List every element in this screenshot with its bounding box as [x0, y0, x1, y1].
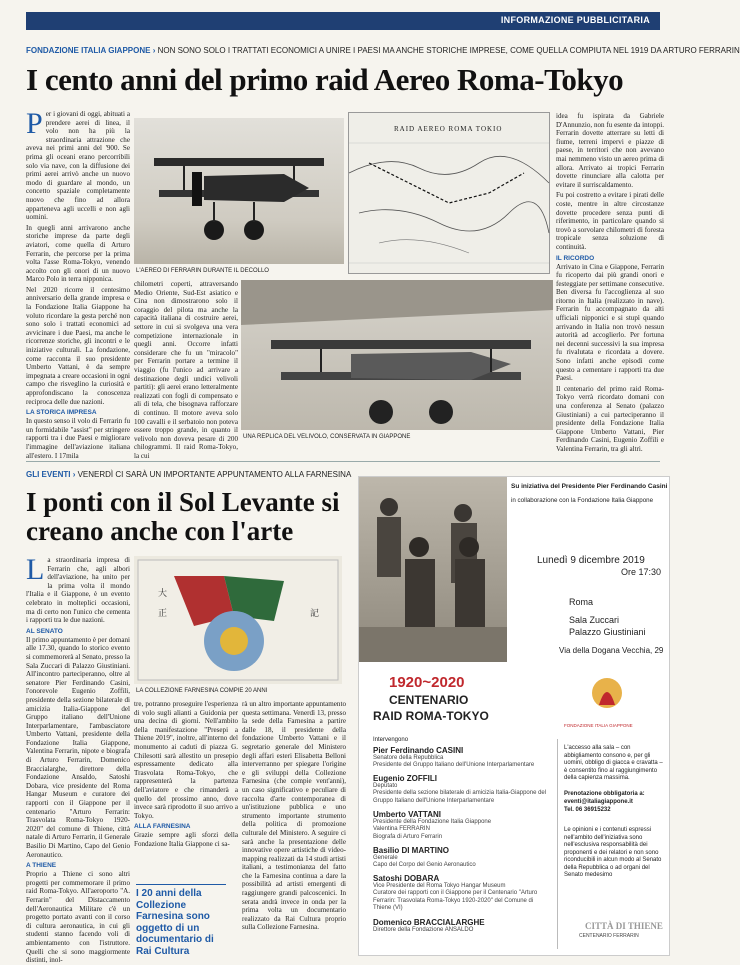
speaker: [373, 775, 553, 805]
replica-photo: [241, 280, 553, 430]
speaker-name: Basilio DI MARTINO: [373, 846, 450, 855]
kicker-text: NON SONO SOLO I TRATTATI ECONOMICI A UNIRE I PAESI MA ANCHE STORICHE IMPRESE, COME QUELLA COMPIUTA NEL 1919 DA ARTURO FERRARIN: [157, 46, 740, 55]
thiene-logo: CITTÀ DI THIENE: [585, 921, 663, 931]
speaker: [373, 747, 553, 770]
kicker-source: FONDAZIONE ITALIA GIAPPONE: [26, 46, 151, 55]
paragraph: Arrivato in Cina e Giappone, Ferrarin fu ricoperto dai più grandi onori e festeggiate per settimane consecutive. Ben diversa fu l'accoglienza al suo ritorno in Italia (realizzato in nave). Ferrarin fu accompagnato da alti ufficiali nipponici e si stupì quando arrivando in Italia non trovò nessun autorità ad accoglierlo. Per fortuna nei decenni successivi la sua impresa fu rivalutata e ricordata a dovere. Sono infatti anche episodi come questo a cementare i rapporti tra due Paesi.: [556, 262, 664, 383]
booking-phone[interactable]: Tel. 06 36915232: [564, 807, 611, 813]
paragraph: Nel 2020 ricorre il centesimo anniversario della grande impresa e la Fondazione Italia Giappone ha voluto ricordare la gesta perché non sono solo i trattati economici ad avvicinare i due Paesi, ma anche le ricorrenze storiche, gli incontri e le iniziative culturali. La fondazione, come racconta il suo presidente Umberto Vattani, è da sempre impegnata a creare occasioni in ogni campo che risveglino la curiosità e approfondiscano la conoscenza reciproca delle due nazioni.: [26, 285, 130, 406]
disclaimer: Le opinioni e i contenuti espressi nell'ambito dell'iniziativa sono nell'esclusiva responsabilità dei proponenti e dei relatori e non sono riconducibili in alcun modo al Senato della Repubblica o ad organi del Senato medesimo: [564, 827, 662, 878]
svg-text:記: 記: [310, 609, 320, 619]
photo-caption: LA COLLEZIONE FARNESINA COMPIE 20 ANNI: [136, 688, 268, 694]
sponsored-banner: [26, 12, 660, 30]
venue-room: Sala Zuccari: [569, 615, 620, 625]
venue-building: Palazzo Giustiniani: [569, 627, 646, 637]
booking-label: Prenotazione obbligatoria a:: [564, 791, 645, 797]
subheading: A THIENE: [26, 862, 57, 870]
kicker-separator: ›: [72, 470, 76, 479]
raid-label: RAID ROMA-TOKYO: [373, 709, 489, 723]
paragraph: Il centenario del primo raid Roma-Tokyo verrà ricordato domani con una conferenza al Senato (palazzo Giustiniani) a cui parteciperanno il presidente della Fondazione Italia Giappone Umberto Vattani, Pier Ferdinando Casini, Eugenio Zoffili e Valentina Ferrarin, tra gli altri.: [556, 384, 664, 453]
centenary-label: CENTENARIO: [389, 693, 469, 707]
subheading: ALLA FARNESINA: [134, 823, 191, 831]
paragraph: Fu poi costretto a evitare i pirati delle coste, mentre in altre circostanze dovette procedere senza punti di riferimento, in particolare quando si trovò a sorvolare chilometri di foresta tropicale senza soluzione di continuità.: [556, 191, 664, 251]
collaboration-text: in collaborazione con la Fondazione Italia Giappone: [511, 497, 654, 504]
photo-caption: UNA REPLICA DEL VELIVOLO, CONSERVATA IN GIAPPONE: [243, 434, 411, 440]
paragraph: In quegli anni arrivarono anche storiche imprese da parte degli aviatori, come quella di Arturo Ferrarin, che percorse per la prima volta l'asse Roma-Tokyo, venendo accolto con gli onori di un nuovo Marco Polo in terra nipponica.: [26, 223, 130, 284]
centenary-years: 1920~2020: [389, 674, 465, 691]
pull-quote: I 20 anni della Collezione Farnesina sono oggetto di un documentario di Rai Cultura: [136, 884, 226, 957]
subheading: IL RICORDO: [556, 254, 595, 262]
paragraph: a straordinaria impresa di Ferrarin che, agli albori dell'aviazione, ha unito per la prima volta il mondo l'Italia e il Giappone, è un evento celebrato in molteplici occasioni, ma di certo non l'unico che cementa i rapporti tra le due nazioni.: [26, 556, 130, 625]
route-map: [348, 112, 550, 274]
photo-caption: L'AEREO DI FERRARIN DURANTE IL DECOLLO: [136, 268, 269, 274]
map-title: RAID AEREO ROMA TOKIO: [394, 125, 503, 133]
event-time: Ore 17:30: [621, 567, 662, 577]
article2-kicker: [26, 470, 351, 479]
subheading: LA STORICA IMPRESA: [26, 409, 97, 417]
booking-email[interactable]: eventi@italiagiappone.it: [564, 799, 633, 805]
kicker-source: GLI EVENTI: [26, 470, 71, 479]
sponsored-label: INFORMAZIONE PUBBLICITARIA: [500, 15, 650, 25]
speaker: [373, 875, 553, 913]
article1-title: I cento anni del primo raid Aereo Roma-Tokyo: [26, 62, 624, 97]
speaker-name: Umberto VATTANI: [373, 810, 441, 819]
thiene-logo-subtitle: CENTENARIO FERRARIN: [579, 933, 639, 939]
article1-column-2: [134, 280, 238, 460]
venue-address: Via della Dogana Vecchia, 29: [559, 646, 664, 655]
speaker-role: Presidente della Fondazione Italia Giappone Valentina FERRARIN Biografa di Arturo Ferrarin: [373, 818, 492, 840]
article2-column-1: [26, 553, 131, 965]
svg-text:大: 大: [158, 589, 168, 599]
drop-cap: L: [26, 553, 45, 586]
speaker-role: Senatore della Repubblica Presidente del Gruppo Italiano dell'Unione Interparlamentare: [373, 754, 535, 768]
paragraph: er i giovani di oggi, abituati a prendere aerei di linea, il volo non ha più la straordinaria attrazione che aveva nei primi anni del '900. Se prima gli oceani erano percorribili solo via nave, con la diffusione dei primi aerei arrivò anche un nuovo modo di guardare al mondo, un concetto spaziale completamente nuovo che fino ad allora apparteneva agli uccelli e non agli uomini.: [26, 110, 130, 222]
speaker-name: Domenico BRACCIALARGHE: [373, 918, 485, 927]
event-date: Lunedì 9 dicembre 2019: [537, 555, 645, 566]
paragraph: In questo senso il volo di Ferrarin fu un formidabile "assist" per stringere rapporti tra i due Paesi e migliorare l'immagine dell'aviazione italiana all'estero. I 17mila: [26, 417, 130, 460]
kicker-separator: ›: [152, 46, 156, 55]
event-invitation: [358, 476, 670, 956]
aviators-photo: [359, 477, 507, 662]
article1-kicker: [26, 46, 740, 55]
event-city: Roma: [569, 597, 594, 607]
biplane-photo: [134, 118, 344, 264]
vertical-divider: [557, 739, 558, 949]
paragraph: rà un altro importante appuntamento questa settimana. Venerdì 13, presso la sede della Farnesina a partire dalle 18, il presidente della fondazione Umberto Vattani e il segretario generale del Ministero degli affari esteri Elisabetta Belloni interverranno per spiegare l'origine e gli sviluppi della Collezione Farnesina (che compie vent'anni), un caso significativo e peculiare di raccolta d'arte contemporanea di un'istituzione pubblica e uno strumento importante strumento della politica di promozione culturale del Ministero. A seguire ci sarà anche la presentazione delle innovative opere artistiche di video-mapping realizzati da 14 studi artisti italiani, a testimonianza del fatto che la Farnesina continua a dare la possibilità ad artisti emergenti di raggiungere grandi palcoscenici. In serata andrà invece in onda per la prima volta un documentario realizzato da Rai Cultura proprio sulla Collezione Farnesina.: [242, 700, 346, 932]
paragraph: Proprio a Thiene ci sono altri progetti per commemorare il primo raid Roma-Tokyo. All'aeroporto "A. Ferrarin" del Distaccamento dell'Aeronautica Militare c'è un progetto portato avanti con il corso di cultura aeronautica, in cui gli studenti stanno facendo voli di ambientamento con l'istruttore. Quelli che si sono maggiormente distinti, inol-: [26, 870, 130, 965]
speaker: [373, 811, 553, 841]
subheading: AL SENATO: [26, 627, 63, 635]
intervengono-label: Intervengono: [373, 737, 409, 743]
paragraph: Grazie sempre agli sforzi della Fondazione Italia Giappone ci sa-: [134, 831, 238, 848]
svg-text:正: 正: [158, 609, 168, 619]
speaker-name: Eugenio ZOFFILI: [373, 774, 437, 783]
section-divider: [26, 461, 660, 462]
article2-title: I ponti con il Sol Levante si creano anche con l'arte: [26, 487, 340, 546]
paragraph: tre, potranno proseguire l'esperienza di volo sugli alianti a Guidonia per una decina di giorni. Nell'ambito della manifestazione "Presepi a Thiene 2019", inoltre, all'interno del monumento ai caduti di piazza G. Chilesotti sarà allestito un presepio espressamente dedicato alla Trasvolata Roma-Tokyo, che rappresenterà la partenza dell'aviatore e che rimanderà a quello del prossimo anno, dove invece sarà riprodotto il suo arrivo a Tokyo.: [134, 700, 238, 820]
foundation-logo-text: FONDAZIONE ITALIA GIAPPONE: [564, 723, 633, 728]
article2-column-2: [134, 700, 238, 880]
paragraph: Il primo appuntamento è per domani alle 17.30, quando lo storico evento si commemorerà al Senato, presso la Sala Zuccari di Palazzo Giustiniani. All'incontro parteciperanno, oltre al senatore Pier Ferdinando Casini, l'onorevole Eugenio Zoffili, presidente della sezione bilaterale di amicizia Italia-Giappone del Gruppo italiano dell'Unione Interparlamentare, l'ambasciatore Umberto Vattani, presidente della Fondazione Italia Giappone, Valentina Ferrarin, nipote e biografa di Arturo Ferrarin, Domenico Braccialarghe, direttore della Fondazione Ansaldo, Satoshi Dobara, vice presidente del Roma Hangar Museum e curatore dei rapporti con il Giappone per il centenario "Arturo Ferrarin: Trasvolata Roma-Tokyo 1920-2020" del comune di Thiene, città natale di Arturo Ferrarin, il Generale Basilio Di Martino, Capo del Genio Aeronautico.: [26, 635, 131, 859]
speaker: [373, 847, 553, 870]
paragraph: idea fu ispirata da Gabriele D'Annunzio, non fu esente da intoppi. Ferrarin dovette atterrare su letti di fiume, terreni impervi e piazze di paese, in territori che non avevano mai nemmeno visto un aereo prima di allora. Arrivato ai tropici Ferrarin dovette rinunciare alla calotta per evitare il surriscaldamento.: [556, 112, 664, 189]
article1-column-1: [26, 107, 130, 460]
speaker-role: Direttore della Fondazione ANSALDO: [373, 926, 474, 933]
drop-cap: P: [26, 107, 43, 140]
speaker-role: Vice Presidente del Roma Tokyo Hangar Museum Curatore dei rapporti con il Giappone per il Centenario "Arturo Ferrarin: Trasvolata Roma-Tokyo 1920-2020" del Comune di Thiene (VI): [373, 882, 538, 911]
kicker-text: VENERDÌ CI SARÀ UN IMPORTANTE APPUNTAMENTO ALLA FARNESINA: [77, 470, 352, 479]
article2-column-3: [242, 700, 346, 956]
speaker-role: Generale Capo del Corpo del Genio Aeronautico: [373, 854, 476, 868]
speaker-name: Satoshi DOBARA: [373, 874, 440, 883]
access-note: L'accesso alla sala – con abbigliamento consono e, per gli uomini, obbligo di giacca e cravatta – è consentito fino al raggiungimento della capienza massima.: [564, 745, 663, 781]
article1-column-3: [556, 112, 664, 457]
speaker: [373, 919, 553, 934]
artwork-photo: [134, 556, 342, 684]
initiative-text: Su iniziativa del Presidente Pier Ferdinando Casini: [511, 483, 668, 490]
speaker-name: Pier Ferdinando CASINI: [373, 746, 464, 755]
foundation-logo: [581, 675, 633, 719]
speaker-role: Deputato Presidente della sezione bilaterale di amicizia Italia-Giappone del Gruppo Italiano dell'Unione Interparlamentare: [373, 782, 547, 804]
paragraph: chilometri coperti, attraversando Medio Oriente, Sud-Est asiatico e Cina non dimostrarono solo il coraggio del pilota ma anche la capacità italiana di costruire aerei, settore in cui si svolgeva una vera competizione internazionale in quegli anni. Occorre infatti considerare che fu un "miracolo" per Ferrarin portare a termine il viaggio (fu l'unico ad arrivare a destinazione degli undici velivoli partiti): gli aerei erano letteralmente realizzati con fogli di compensato e ali di tela, che bisognava rafforzare di continuo. Il motore aveva solo 100 cavalli e il serbatoio non poteva essere troppo grande, in quanto il velivolo non doveva pesare di 200 chilogrammi. Il raid Roma-Tokyo, la cui: [134, 280, 238, 460]
